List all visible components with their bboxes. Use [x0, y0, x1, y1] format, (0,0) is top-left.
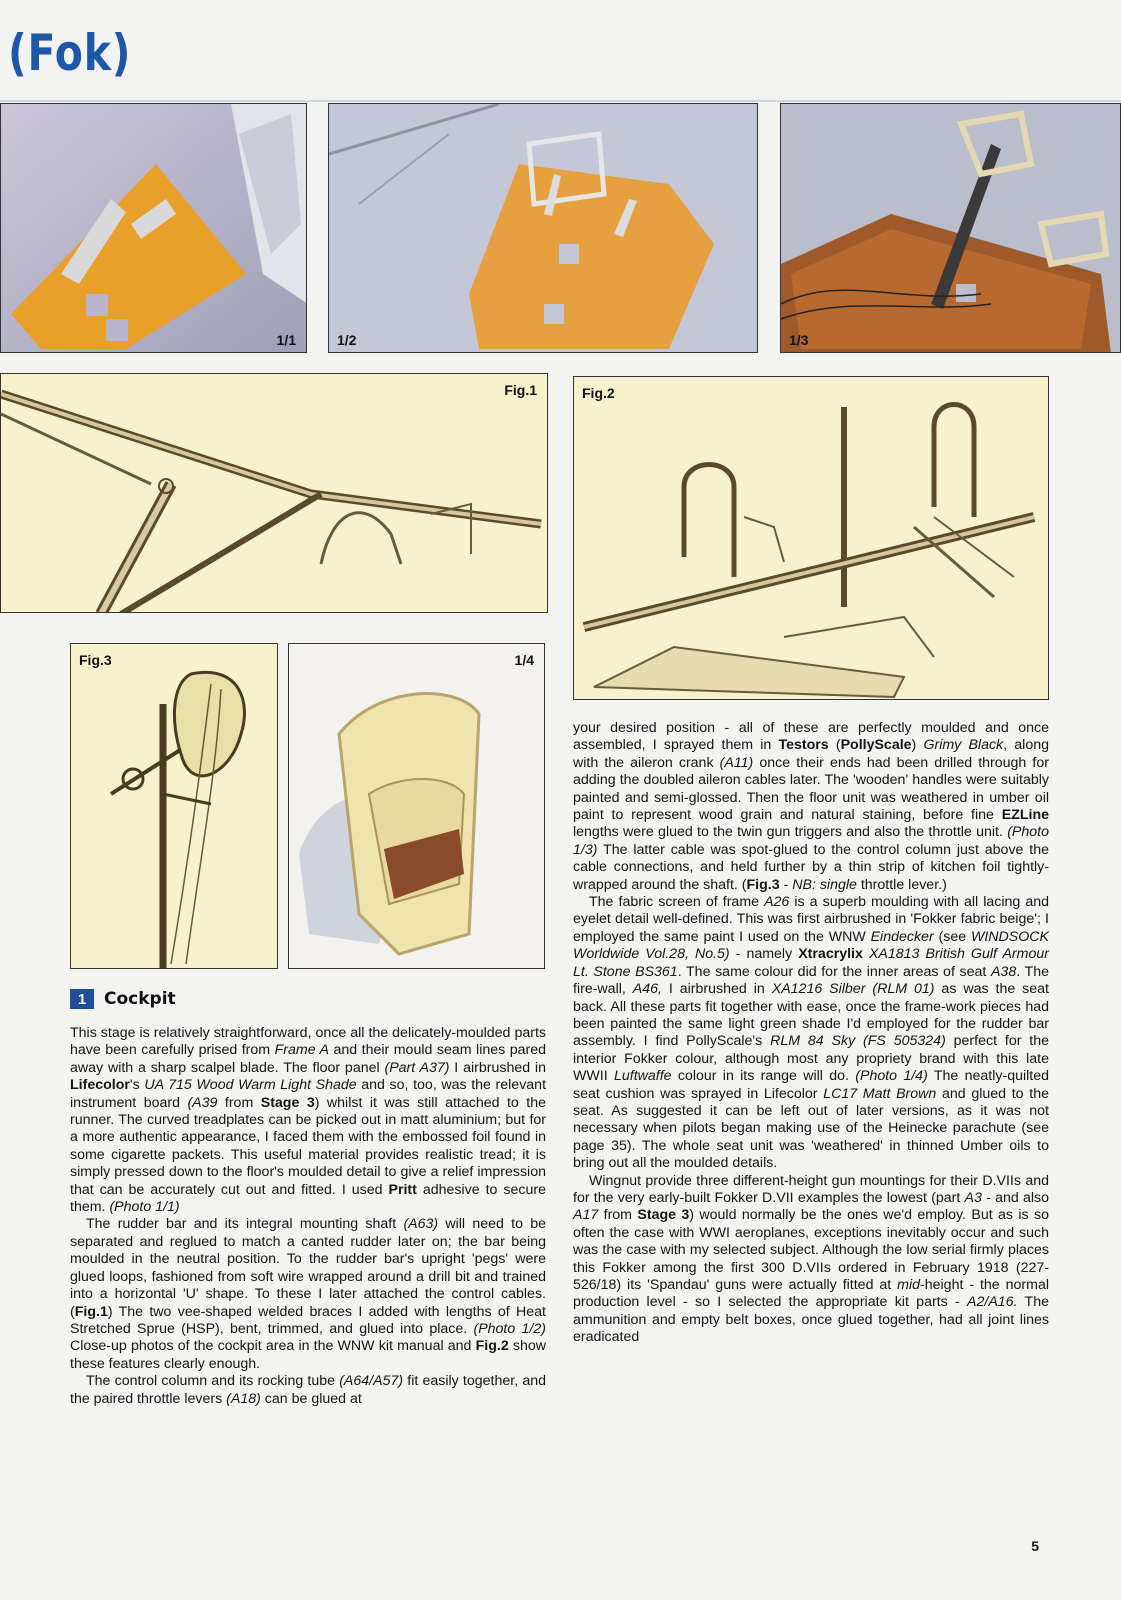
page-section-logo: (Fok) [8, 24, 132, 82]
body-column-right [573, 720, 1049, 1347]
photo-1-2 [328, 103, 758, 353]
photo-1-2-image [329, 104, 758, 353]
photo-caption: 1/2 [337, 332, 357, 348]
photo-1-4-image [289, 644, 545, 969]
body-paragraph: This stage is relatively straightforward, once all the delicately-moulded parts have been carefully prised from Frame A and their mould seam lines pared away with a sharp scalpel blade. The floor panel (Part A37) I airbrushed in Lifecolor's UA 715 Wood Warm Light Shade and so, too, was the relevant instrument board (A39 from Stage 3) whilst it was still attached to the runner. The curved treadplates can be picked out in matt aluminium; but for a more authentic appearance, I faced them with the embossed foil found in some cigarette packets. This useful material provides realistic tread; it is simply pressed down to the floor's moulded detail to give a relief impression that can be accurately cut out and fitted. I used Pritt adhesive to secure them. (Photo 1/1) [70, 1025, 547, 1216]
figure-3 [70, 643, 278, 969]
figure-2 [573, 376, 1049, 700]
body-paragraph: The fabric screen of frame A26 is a superb moulding with all lacing and eyelet detail well-defined. This was first airbrushed in 'Fokker fabric beige'; I employed the same paint I used on the WNW Eindecker (see WINDSOCK Worldwide Vol.28, No.5) - namely Xtracrylix XA1813 British Gulf Armour Lt. Stone BS361. The same colour did for the inner areas of seat A38. The fire-wall, A46, I airbrushed in XA1216 Silber (RLM 01) as was the seat back. All these parts fit together with ease, once the frame-work pieces had been painted the same light green shade I'd employed for the rudder bar assembly. I find PollyScale's RLM 84 Sky (FS 505324) perfect for the interior Fokker colour, although most any propriety brand with this late WWII Luftwaffe colour in its range will do. (Photo 1/4) The neatly-quilted seat cushion was sprayed in Lifecolor LC17 Matt Brown and glued to the seat. As suggested it can be left out of later versions, as it was not necessary when pilots began making use of the Heinecke parachute (see page 35). The whole seat unit was 'weathered' in thinned Umber oils to bring out all the moulded details. [573, 894, 1050, 1172]
photo-1-4 [288, 643, 545, 969]
figure-1 [0, 373, 548, 613]
figure-2-drawing [574, 377, 1049, 700]
photo-caption: 1/1 [276, 332, 296, 348]
body-paragraph: The rudder bar and its integral mounting shaft (A63) will need to be separated and reglued to match a canted rudder later on; the bar being moulded in the neutral position. To the rudder bar's upright 'pegs' were glued loops, fashioned from soft wire wrapped around a drill bit and trained into a horizontal 'U' shape. To these I later attached the control cables. (Fig.1) The two vee-shaped welded braces I added with lengths of Heat Stretched Sprue (HSP), bent, trimmed, and glued into place. (Photo 1/2) Close-up photos of the cockpit area in the WNW kit manual and Fig.2 show these features clearly enough. [70, 1216, 547, 1372]
photo-1-3 [780, 103, 1121, 353]
section-title: Cockpit [104, 989, 176, 1009]
body-paragraph: The control column and its rocking tube (A64/A57) fit easily together, and the paired throttle levers (A18) can be glued at [70, 1373, 546, 1407]
figure-3-drawing [71, 644, 278, 969]
photo-caption: 1/3 [789, 332, 809, 348]
figure-caption: Fig.3 [79, 652, 112, 668]
header-divider [0, 100, 1121, 102]
section-heading [70, 988, 176, 1010]
figure-caption: Fig.1 [504, 382, 537, 398]
photo-1-3-image [781, 104, 1121, 353]
photo-1-1 [0, 103, 307, 353]
figure-caption: Fig.2 [582, 385, 615, 401]
figure-1-drawing [1, 374, 548, 613]
body-paragraph: Wingnut provide three different-height gun mountings for their D.VIIs and for the very early-built Fokker D.VII examples the lowest (part A3 - and also A17 from Stage 3) would normally be the ones we'd employ. But as is so often the case with WWI aeroplanes, exceptions inevitably occur and such was the case with my selected subject. Although the low serial firmly places this Fokker among the first 300 D.VIIs ordered in February 1918 (227-526/18) its 'Spandau' guns were actually fitted at mid-height - the normal production level - so I selected the appropriate kit parts - A2/A16. The ammunition and empty belt boxes, once glued together, had all joint lines eradicated [573, 1172, 1049, 1346]
section-number-badge: 1 [70, 989, 94, 1009]
photo-1-1-image [1, 104, 307, 353]
photo-caption: 1/4 [514, 652, 534, 668]
page-number: 5 [1031, 1538, 1039, 1554]
body-paragraph: your desired position - all of these are perfectly moulded and once assembled, I sprayed them in Testors (PollyScale) Grimy Black, along with the aileron crank (A11) once their ends had been drilled through for adding the doubled aileron cables later. The 'wooden' handles were suitably painted and semi-glossed. Then the floor unit was weathered in umber oil paint to represent wood grain and natural staining, before fine EZLine lengths were glued to the twin gun triggers and also the throttle unit. (Photo 1/3) The latter cable was spot-glued to the control column just above the cable connections, and held further by a thin strip of kitchen foil tightly-wrapped around the shaft. (Fig.3 - NB: single throttle lever.) [573, 720, 1049, 893]
body-column-left [70, 1025, 546, 1408]
